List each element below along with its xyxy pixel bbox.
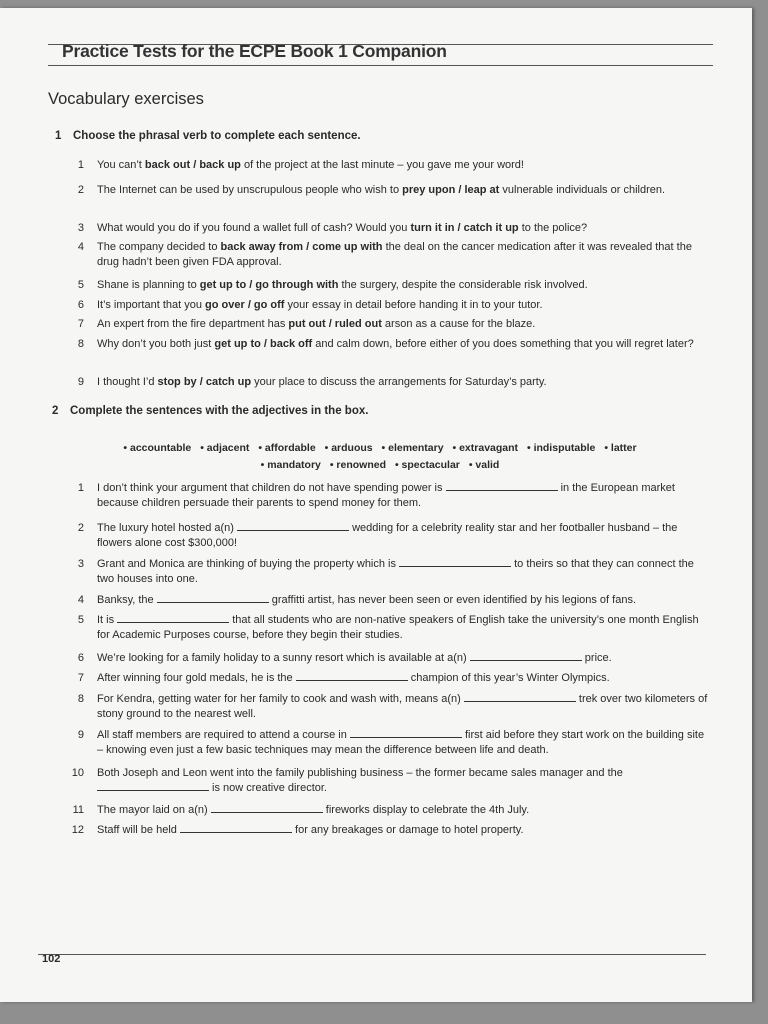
exercise-2-item [68,613,708,642]
item-number: 9 [77,729,84,741]
item-number: 2 [77,522,84,534]
textbook-page [0,8,752,1002]
answer-blank[interactable] [157,593,269,603]
sentence-text: It is [97,614,118,626]
item-sentence [97,278,708,293]
word-box-word: valid [475,459,500,471]
item-sentence [97,651,708,666]
exercise-1-item [68,183,708,198]
exercise-1-item [68,278,708,293]
header-bottom-rule [48,65,713,66]
word-box-word: mandatory [267,459,321,471]
phrasal-verb-choice: get up to / back off [214,338,313,350]
sentence-text: that all students who are non-native speakers of English take the university’s one month English for Academic Purposes course, before they begin their studies. [97,614,699,641]
item-number: 11 [72,804,84,816]
word-box-adjective [469,459,500,471]
item-number: 1 [77,159,84,171]
exercise-2-item [68,671,708,686]
exercise-2-item [68,521,708,550]
phrasal-verb-choice: back away from / come up with [220,241,383,253]
item-sentence [97,337,708,352]
item-number: 10 [71,767,84,779]
exercise-1-instruction: Choose the phrasal verb to complete each sentence. [73,130,361,142]
exercise-2-instruction: Complete the sentences with the adjectives in the box. [70,405,369,417]
sentence-text: The Internet can be used by unscrupulous people who wish to [97,184,403,196]
sentence-text: trek over two kilometers of stony ground to the nearest well. [97,693,708,720]
item-number: 9 [77,376,84,388]
sentence-text: to the police? [518,222,588,234]
exercise-2-item [68,692,708,721]
exercise-2-item [68,728,708,757]
sentence-text: arson as a cause for the blaze. [381,318,536,330]
word-box-adjective [453,442,519,454]
answer-blank[interactable] [296,671,408,681]
sentence-text: to theirs so that they can connect the two houses into one. [97,558,694,585]
adjective-word-box [120,440,640,474]
word-box-word: spectacular [401,459,460,471]
sentence-text: the surgery, despite the considerable risk involved. [338,279,588,291]
exercise-1-item [68,221,708,236]
word-box-adjective [200,442,249,454]
answer-blank[interactable] [399,557,511,567]
sentence-text: Staff will be held [97,824,180,836]
sentence-text: is now creative director. [209,781,327,794]
sentence-text: Both Joseph and Leon went into the family publishing business – the former became sales manager and the [97,767,623,779]
exercise-2-item [68,803,708,818]
item-number: 3 [77,222,84,234]
item-sentence [97,375,708,390]
word-box-word: adjacent [206,442,250,454]
word-box-adjective [395,459,460,471]
word-box-adjective [258,442,315,454]
exercise-2-item [68,823,708,838]
item-number: 4 [77,241,84,253]
bullet-icon: • [200,442,207,454]
exercise-1-item [68,375,708,390]
item-sentence [97,728,708,757]
word-box-word: arduous [331,442,373,454]
item-number: 7 [77,672,84,684]
item-sentence [97,298,708,313]
sentence-text: vulnerable individuals or children. [499,184,666,196]
item-number: 5 [77,279,84,291]
item-number: 6 [77,652,84,664]
sentence-text: fireworks display to celebrate the 4th July. [322,804,530,816]
item-number: 6 [77,299,84,311]
exercise-2-number: 2 [52,405,59,417]
sentence-text: of the project at the last minute – you gave me your word! [240,159,524,171]
answer-blank[interactable] [446,481,558,491]
item-sentence [97,221,708,236]
item-number: 7 [77,318,84,330]
item-sentence [97,613,708,642]
phrasal-verb-choice: back out / back up [144,159,241,171]
exercise-2-item [68,766,708,795]
answer-blank[interactable] [237,521,349,531]
sentence-text: It’s important that you [97,299,206,311]
sentence-text: We’re looking for a family holiday to a sunny resort which is available at a(n) [97,652,470,664]
sentence-text: An expert from the fire department has [97,318,289,330]
item-sentence [97,481,708,510]
item-sentence [97,593,708,608]
word-box-adjective [330,459,386,471]
sentence-text: Shane is planning to [97,279,200,291]
book-title: Practice Tests for the ECPE Book 1 Companion [62,41,447,61]
sentence-text: for any breakages or damage to hotel property. [291,824,524,836]
sentence-text: I thought I’d [97,376,158,388]
sentence-text: first aid before they start work on the building site – knowing even just a few basic techniques may mean the difference between life and death. [97,729,705,756]
phrasal-verb-choice: get up to / go through with [199,279,339,291]
sentence-text: your essay in detail before handing it in to your tutor. [284,299,543,311]
sentence-text: graffitti artist, has never been seen or even identified by his legions of fans. [268,594,637,606]
sentence-text: I don’t think your argument that children do not have spending power is [97,482,446,494]
answer-blank[interactable] [464,692,576,702]
item-sentence [97,521,708,550]
item-number: 8 [77,338,84,350]
item-number: 3 [77,558,84,570]
word-box-adjective [123,442,191,454]
section-title: Vocabulary exercises [48,90,204,108]
bullet-icon: • [381,442,389,454]
answer-blank[interactable] [180,823,292,833]
phrasal-verb-choice: go over / go off [205,299,285,311]
item-sentence [97,557,708,586]
word-box-word: indisputable [533,442,596,454]
exercise-1-item [68,337,708,352]
phrasal-verb-choice: prey upon / leap at [402,184,500,196]
sentence-text: in the European market because children persuade their parents to spend money for them. [97,482,675,509]
item-sentence [97,240,708,269]
word-box-word: renowned [336,459,387,471]
item-sentence [97,158,708,173]
bullet-icon: • [258,442,265,454]
answer-blank[interactable] [350,728,462,738]
sentence-text: The luxury hotel hosted a(n) [97,522,238,534]
sentence-text: All staff members are required to attend a course in [97,729,350,741]
answer-blank[interactable] [117,613,229,623]
sentence-text: For Kendra, getting water for her family to cook and wash with, means a(n) [97,693,464,705]
answer-blank[interactable] [211,803,323,813]
word-box-adjective [527,442,595,454]
item-sentence [97,183,708,198]
bullet-icon: • [123,442,130,454]
word-box-word: accountable [129,442,192,454]
exercise-1-number: 1 [55,130,62,142]
sentence-text: your place to discuss the arrangements for Saturday’s party. [251,376,547,388]
item-sentence [97,766,708,795]
sentence-text: and calm down, before either of you does something that you will regret later? [312,338,694,350]
item-sentence [97,692,708,721]
bullet-icon: • [604,442,611,454]
exercise-1-item [68,298,708,313]
answer-blank[interactable] [470,651,582,661]
exercise-2-item [68,593,708,608]
word-box-adjective [604,442,636,454]
item-number: 2 [77,184,84,196]
word-box-word: affordable [264,442,316,454]
bullet-icon: • [468,459,476,471]
sentence-text: The mayor laid on a(n) [97,804,211,816]
sentence-text: After winning four gold medals, he is the [97,672,296,684]
sentence-text: Why don’t you both just [97,338,215,350]
bullet-icon: • [394,459,402,471]
word-box-word: extravagant [459,442,519,454]
word-box-word: elementary [388,442,444,454]
page-number: 102 [42,953,61,965]
exercise-1-item [68,158,708,173]
exercise-2-item [68,557,708,586]
exercise-1-item [68,317,708,332]
exercise-2-item [68,651,708,666]
word-box-adjective [261,459,321,471]
sentence-text: price. [581,652,612,664]
item-number: 5 [77,614,84,626]
item-number: 1 [77,482,84,494]
item-sentence [97,803,708,818]
phrasal-verb-choice: put out / ruled out [288,318,382,330]
sentence-text: wedding for a celebrity reality star and her footballer husband – the flowers alone cost $300,000! [97,522,678,549]
item-sentence [97,317,708,332]
word-box-adjective [325,442,373,454]
sentence-text: You can’t [97,159,145,171]
bullet-icon: • [329,459,337,471]
sentence-text: Banksy, the [97,594,157,606]
exercise-1-item [68,240,708,269]
sentence-text: champion of this year’s Winter Olympics. [407,672,610,684]
phrasal-verb-choice: stop by / catch up [157,376,252,388]
item-number: 4 [77,594,84,606]
bullet-icon: • [260,459,268,471]
word-box-word: latter [610,442,637,454]
sentence-text: Grant and Monica are thinking of buying the property which is [97,558,400,570]
sentence-text: the deal on the cancer medication after it was revealed that the drug hadn’t been given FDA approval. [97,241,692,268]
phrasal-verb-choice: turn it in / catch it up [410,222,519,234]
word-box-adjective [382,442,444,454]
item-number: 8 [77,693,84,705]
exercise-2-item [68,481,708,510]
bullet-icon: • [452,442,460,454]
item-number: 12 [71,824,84,836]
answer-blank[interactable] [97,781,209,791]
bullet-icon: • [324,442,332,454]
bullet-icon: • [526,442,534,454]
sentence-text: The company decided to [97,241,221,253]
item-sentence [97,671,708,686]
footer-rule [38,954,706,955]
item-sentence [97,823,708,838]
sentence-text: What would you do if you found a wallet full of cash? Would you [97,222,411,234]
